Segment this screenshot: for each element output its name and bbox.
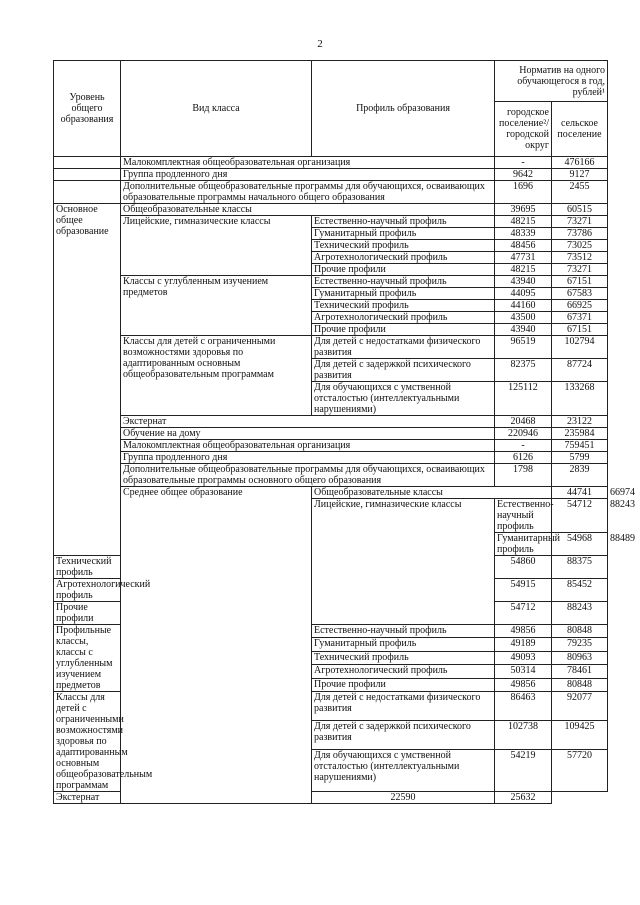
rural-value: 88375 — [552, 556, 608, 579]
rural-value: 73271 — [552, 264, 608, 276]
profile-cell: Для детей с задержкой психического развития — [312, 720, 495, 749]
header-class-type: Вид класса — [121, 61, 312, 157]
profile-cell: Для детей с недостатками физического развития — [312, 692, 495, 721]
urban-value: 50314 — [495, 665, 552, 678]
profile-cell: Естественно-научный профиль — [495, 499, 552, 533]
profile-cell: Прочие профили — [312, 678, 495, 691]
profile-cell: Естественно-научный профиль — [312, 276, 495, 288]
urban-value: - — [495, 440, 552, 452]
table-row — [54, 464, 608, 487]
class-type-cell: Общеобразовательные классы — [121, 204, 495, 216]
urban-value: 43940 — [495, 276, 552, 288]
class-type-cell: Обучение на дому — [121, 428, 495, 440]
rural-value: 2839 — [552, 464, 608, 487]
profile-cell: Прочие профили — [312, 264, 495, 276]
table-row — [54, 157, 608, 169]
urban-value: 1696 — [495, 181, 552, 204]
rural-value: 476166 — [552, 157, 608, 169]
class-type-cell: Экстернат — [54, 792, 312, 804]
class-type-cell: Дополнительные общеобразовательные программы для обучающихся, осваивающих образовательные программы основного общего образования — [121, 464, 495, 487]
urban-value: 48215 — [495, 264, 552, 276]
table-row — [54, 440, 608, 452]
profile-cell: Для обучающихся с умственной отсталостью (интеллектуальными нарушениями) — [312, 749, 495, 792]
rural-value: 67151 — [552, 276, 608, 288]
class-type-cell: Классы для детей с ограниченными возможностями здоровья по адаптированным основным общеобразовательным программам — [121, 336, 312, 416]
rural-value: 73271 — [552, 216, 608, 228]
rural-value: 92077 — [552, 692, 608, 721]
table-row — [54, 336, 608, 359]
class-type-cell: Общеобразовательные классы — [312, 487, 552, 499]
rural-value: 78461 — [552, 665, 608, 678]
class-type-cell: Экстернат — [121, 416, 495, 428]
table-row — [54, 181, 608, 204]
profile-cell: Естественно-научный профиль — [312, 625, 495, 638]
profile-cell: Прочие профили — [312, 324, 495, 336]
table-row — [54, 416, 608, 428]
profile-cell: Технический профиль — [312, 300, 495, 312]
urban-value: 43940 — [495, 324, 552, 336]
profile-cell: Естественно-научный профиль — [312, 216, 495, 228]
rural-value: 67583 — [552, 288, 608, 300]
table-row — [54, 452, 608, 464]
table-row — [54, 204, 608, 216]
rural-value: 235984 — [552, 428, 608, 440]
profile-cell: Для обучающихся с умственной отсталостью (интеллектуальными нарушениями) — [312, 382, 495, 416]
urban-value: 43500 — [495, 312, 552, 324]
rural-value: 73512 — [552, 252, 608, 264]
class-type-cell: Классы для детей с ограниченными возможностями здоровья по адаптированным основным общеобразовательным программам — [54, 692, 121, 792]
rural-value: 133268 — [552, 382, 608, 416]
profile-cell: Агротехнологический профиль — [54, 579, 121, 602]
table-row: Среднее общее образование Общеобразовательные классы 44741 66974 — [54, 487, 608, 499]
urban-value: 39695 — [495, 204, 552, 216]
profile-cell: Для детей с задержкой психического развития — [312, 359, 495, 382]
urban-value: 54712 — [495, 602, 552, 625]
rural-value: 9127 — [552, 169, 608, 181]
level-cell-empty — [54, 157, 121, 169]
page-number: 2 — [317, 38, 323, 50]
rural-value: 80848 — [552, 625, 608, 638]
profile-cell: Агротехнологический профиль — [312, 252, 495, 264]
class-type-cell: Классы с углубленным изучением предметов — [121, 276, 312, 336]
rural-value: 67151 — [552, 324, 608, 336]
class-type-cell: Профильные классы, классы с углубленным изучением предметов — [54, 625, 121, 692]
class-type-cell: Лицейские, гимназические классы — [121, 216, 312, 276]
class-type-cell: Малокомплектная общеобразовательная организация — [121, 157, 495, 169]
rural-value: 67371 — [552, 312, 608, 324]
header-urban: городское поселение²/ городской округ — [495, 102, 552, 157]
profile-cell: Гуманитарный профиль — [312, 228, 495, 240]
table-row — [54, 276, 608, 288]
rural-value: 2455 — [552, 181, 608, 204]
class-type-cell: Группа продленного дня — [121, 452, 495, 464]
urban-value: 47731 — [495, 252, 552, 264]
urban-value: 48339 — [495, 228, 552, 240]
urban-value: 20468 — [495, 416, 552, 428]
urban-value: 1798 — [495, 464, 552, 487]
urban-value: 49856 — [495, 625, 552, 638]
urban-value: 54915 — [495, 579, 552, 602]
urban-value: 82375 — [495, 359, 552, 382]
urban-value: 49189 — [495, 638, 552, 651]
profile-cell: Технический профиль — [312, 651, 495, 664]
profile-cell: Технический профиль — [54, 556, 121, 579]
urban-value: 96519 — [495, 336, 552, 359]
profile-cell: Агротехнологический профиль — [312, 665, 495, 678]
table-row — [54, 428, 608, 440]
header-level: Уровень общего образования — [54, 61, 121, 157]
profile-cell: Гуманитарный профиль — [312, 638, 495, 651]
rural-value: 73025 — [552, 240, 608, 252]
rural-value: 66925 — [552, 300, 608, 312]
urban-value: 220946 — [495, 428, 552, 440]
rural-value: 759451 — [552, 440, 608, 452]
rural-value: 102794 — [552, 336, 608, 359]
urban-value: 49093 — [495, 651, 552, 664]
urban-value: 44741 — [552, 487, 608, 499]
table-row: Гуманитарный профиль 54968 88489 — [54, 533, 608, 556]
header-norm: Норматив на одного обучающегося в год, рублей¹ — [495, 61, 608, 102]
norm-table — [53, 60, 635, 804]
level-cell: Среднее общее образование — [121, 487, 312, 804]
rural-value: 80848 — [552, 678, 608, 691]
table-row — [54, 169, 608, 181]
rural-value: 5799 — [552, 452, 608, 464]
profile-cell: Агротехнологический профиль — [312, 312, 495, 324]
level-cell: Основное общее образование — [54, 204, 121, 556]
table-row — [54, 792, 608, 804]
header-profile: Профиль образования — [312, 61, 495, 157]
urban-value: 44095 — [495, 288, 552, 300]
urban-value: 54712 — [552, 499, 608, 533]
profile-cell: Гуманитарный профиль — [312, 288, 495, 300]
urban-value: 102738 — [495, 720, 552, 749]
rural-value: 25632 — [495, 792, 552, 804]
urban-value: 125112 — [495, 382, 552, 416]
urban-value: 54860 — [495, 556, 552, 579]
rural-value: 109425 — [552, 720, 608, 749]
profile-cell: Для детей с недостатками физического развития — [312, 336, 495, 359]
rural-value: 88243 — [552, 602, 608, 625]
urban-value: 9642 — [495, 169, 552, 181]
urban-value: 54968 — [552, 533, 608, 556]
profile-cell: Прочие профили — [54, 602, 121, 625]
profile-cell: Гуманитарный профиль — [495, 533, 552, 556]
header-rural: сельское поселение — [552, 102, 608, 157]
table-header — [54, 61, 608, 157]
urban-value: 44160 — [495, 300, 552, 312]
class-type-cell: Дополнительные общеобразовательные программы для обучающихся, осваивающих образовательные программы начального общего образования — [121, 181, 495, 204]
urban-value: - — [495, 157, 552, 169]
class-type-cell: Малокомплектная общеобразовательная организация — [121, 440, 495, 452]
urban-value: 22590 — [312, 792, 495, 804]
class-type-cell: Лицейские, гимназические классы — [312, 499, 495, 625]
rural-value: 73786 — [552, 228, 608, 240]
urban-value: 6126 — [495, 452, 552, 464]
rural-value: 80963 — [552, 651, 608, 664]
rural-value: 85452 — [552, 579, 608, 602]
rural-value: 79235 — [552, 638, 608, 651]
urban-value: 48456 — [495, 240, 552, 252]
level-cell-empty — [54, 169, 121, 181]
table-row: Лицейские, гимназические классы Естественно-научный профиль 54712 88243 — [54, 499, 608, 533]
class-type-cell: Группа продленного дня — [121, 169, 495, 181]
table-row — [54, 216, 608, 228]
rural-value: 23122 — [552, 416, 608, 428]
rural-value: 87724 — [552, 359, 608, 382]
rural-value: 60515 — [552, 204, 608, 216]
urban-value: 49856 — [495, 678, 552, 691]
profile-cell: Технический профиль — [312, 240, 495, 252]
rural-value: 57720 — [552, 749, 608, 792]
urban-value: 48215 — [495, 216, 552, 228]
level-cell-empty — [54, 181, 121, 204]
urban-value: 86463 — [495, 692, 552, 721]
table-body — [54, 157, 635, 804]
urban-value: 54219 — [495, 749, 552, 792]
